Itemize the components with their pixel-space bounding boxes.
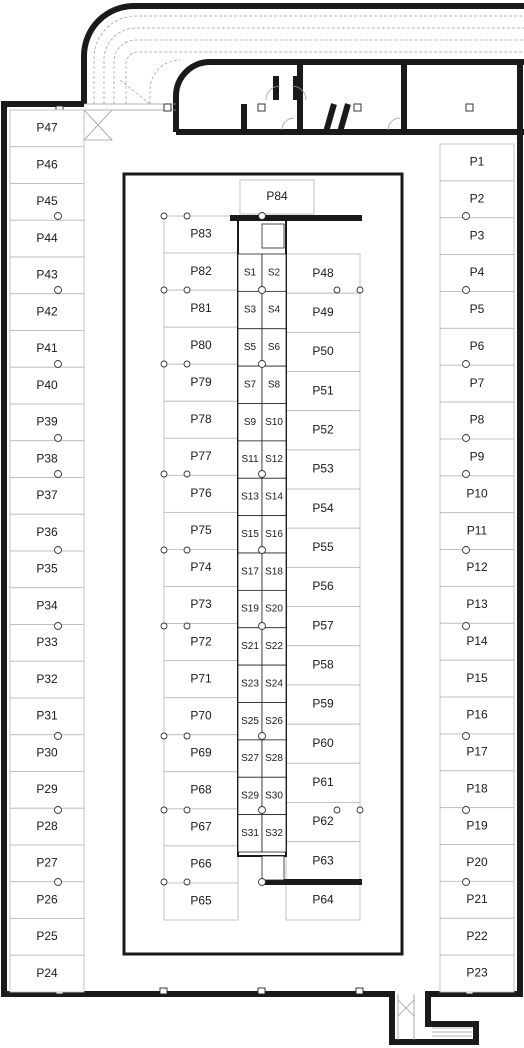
parking-space-p57 xyxy=(286,607,360,646)
post-marker xyxy=(259,547,266,554)
space-label: P1 xyxy=(469,154,485,169)
space-label: P50 xyxy=(312,344,334,359)
post-marker xyxy=(259,287,266,294)
storage-label: S25 xyxy=(241,715,259,727)
space-label: P52 xyxy=(312,422,334,437)
space-label: P35 xyxy=(36,561,58,576)
post-marker xyxy=(161,547,167,553)
post-marker xyxy=(259,807,266,814)
parking-space-p78 xyxy=(164,401,238,438)
parking-space-p13 xyxy=(440,586,514,623)
post-marker xyxy=(161,733,167,739)
space-label: P84 xyxy=(266,189,288,204)
post-marker xyxy=(463,471,470,478)
space-label: P48 xyxy=(312,265,334,280)
parking-space-p69 xyxy=(164,735,238,772)
parking-space-p72 xyxy=(164,624,238,661)
storage-label: S16 xyxy=(265,528,283,540)
space-label: P20 xyxy=(466,855,488,870)
space-label: P3 xyxy=(469,228,485,243)
parking-space-p40 xyxy=(10,367,84,404)
service-rooms xyxy=(164,62,524,132)
post-marker xyxy=(55,361,62,368)
post-marker xyxy=(463,361,470,368)
storage-unit-s9 xyxy=(238,404,262,441)
storage-unit-s31 xyxy=(238,815,262,852)
storage-unit-s6 xyxy=(262,329,286,366)
post-marker xyxy=(463,547,470,554)
parking-space-p1 xyxy=(440,144,514,181)
post-marker xyxy=(55,471,62,478)
space-label: P33 xyxy=(36,635,58,650)
parking-space-p12 xyxy=(440,550,514,587)
parking-space-p51 xyxy=(286,372,360,411)
space-label: P70 xyxy=(190,708,212,723)
parking-space-p56 xyxy=(286,567,360,606)
stair-core-top xyxy=(262,224,284,248)
post-marker xyxy=(463,623,470,630)
space-label: P31 xyxy=(36,708,58,723)
post-marker xyxy=(55,623,62,630)
parking-space-p10 xyxy=(440,476,514,513)
space-label: P58 xyxy=(312,657,334,672)
parking-space-p84 xyxy=(240,180,314,214)
storage-unit-s13 xyxy=(238,478,262,515)
space-label: P12 xyxy=(466,560,488,575)
space-label: P63 xyxy=(312,853,334,868)
storage-label: S15 xyxy=(241,528,259,540)
storage-label: S3 xyxy=(243,304,257,316)
storage-label: S18 xyxy=(265,566,283,578)
parking-space-p77 xyxy=(164,438,238,475)
storage-unit-s7 xyxy=(238,366,262,403)
space-label: P37 xyxy=(36,488,58,503)
parking-space-p6 xyxy=(440,328,514,365)
space-label: P54 xyxy=(312,500,334,515)
space-label: P22 xyxy=(466,928,488,943)
space-label: P11 xyxy=(466,523,488,538)
storage-unit-s3 xyxy=(238,291,262,328)
storage-label: S10 xyxy=(265,416,283,428)
storage-label: S14 xyxy=(265,491,283,503)
storage-unit-s32 xyxy=(262,815,286,852)
post-marker xyxy=(161,807,167,813)
parking-space-p5 xyxy=(440,291,514,328)
post-marker xyxy=(259,471,266,478)
space-label: P64 xyxy=(312,892,334,907)
post-marker xyxy=(357,807,363,813)
storage-unit-s4 xyxy=(262,291,286,328)
space-label: P69 xyxy=(190,745,212,760)
space-label: P18 xyxy=(466,781,488,796)
storage-unit-s21 xyxy=(238,628,262,665)
parking-space-p47 xyxy=(10,110,84,147)
parking-space-p55 xyxy=(286,528,360,567)
parking-space-p46 xyxy=(10,147,84,184)
post-marker xyxy=(259,733,266,740)
storage-unit-s10 xyxy=(262,404,286,441)
parking-space-p39 xyxy=(10,404,84,441)
post-marker xyxy=(463,807,470,814)
parking-space-p52 xyxy=(286,411,360,450)
parking-space-p35 xyxy=(10,551,84,588)
parking-space-p67 xyxy=(164,809,238,846)
post-marker xyxy=(161,471,167,477)
space-label: P79 xyxy=(190,374,212,389)
parking-space-p20 xyxy=(440,845,514,882)
parking-space-p43 xyxy=(10,257,84,294)
storage-unit-s24 xyxy=(262,665,286,702)
parking-space-p9 xyxy=(440,439,514,476)
post-marker xyxy=(55,879,62,886)
parking-space-p50 xyxy=(286,332,360,371)
post-marker xyxy=(184,471,190,477)
parking-space-p62 xyxy=(286,802,360,841)
storage-unit-s2 xyxy=(262,254,286,291)
space-label: P26 xyxy=(36,892,58,907)
space-label: P17 xyxy=(466,744,488,759)
space-label: P40 xyxy=(36,377,58,392)
post-marker xyxy=(161,287,167,293)
post-marker xyxy=(161,213,167,219)
post-marker xyxy=(463,879,470,886)
parking-space-p49 xyxy=(286,293,360,332)
post-marker xyxy=(184,879,190,885)
space-label: P82 xyxy=(190,263,212,278)
space-label: P72 xyxy=(190,634,212,649)
storage-label: S4 xyxy=(267,304,281,316)
space-label: P71 xyxy=(190,671,212,686)
post-marker xyxy=(55,435,62,442)
storage-label: S1 xyxy=(243,267,257,279)
parking-space-p61 xyxy=(286,763,360,802)
post-marker xyxy=(334,287,340,293)
parking-space-p7 xyxy=(440,365,514,402)
space-label: P77 xyxy=(190,449,212,464)
space-label: P30 xyxy=(36,745,58,760)
space-label: P32 xyxy=(36,671,58,686)
post-marker xyxy=(259,361,266,368)
parking-space-p24 xyxy=(10,955,84,992)
stair-core-bottom xyxy=(262,856,284,880)
storage-label: S26 xyxy=(265,715,283,727)
post-marker xyxy=(184,733,190,739)
storage-label: S30 xyxy=(265,790,283,802)
storage-unit-s26 xyxy=(262,703,286,740)
parking-space-p16 xyxy=(440,697,514,734)
parking-space-p75 xyxy=(164,512,238,549)
parking-space-p28 xyxy=(10,808,84,845)
space-label: P41 xyxy=(36,341,58,356)
storage-label: S27 xyxy=(241,753,259,765)
space-label: P55 xyxy=(312,539,334,554)
space-label: P6 xyxy=(469,338,485,353)
storage-label: S8 xyxy=(267,379,281,391)
parking-space-p14 xyxy=(440,623,514,660)
parking-space-p79 xyxy=(164,364,238,401)
space-label: P43 xyxy=(36,267,58,282)
space-label: P73 xyxy=(190,597,212,612)
parking-space-p80 xyxy=(164,327,238,364)
post-marker xyxy=(55,287,62,294)
post-marker xyxy=(463,435,470,442)
parking-space-p19 xyxy=(440,808,514,845)
left-parking-column xyxy=(10,110,84,992)
space-label: P81 xyxy=(190,300,212,315)
post-marker xyxy=(184,547,190,553)
storage-unit-s22 xyxy=(262,628,286,665)
space-label: P25 xyxy=(36,929,58,944)
parking-space-p37 xyxy=(10,478,84,515)
post-marker xyxy=(463,213,470,220)
space-label: P2 xyxy=(469,191,485,206)
space-label: P68 xyxy=(190,782,212,797)
space-label: P9 xyxy=(469,449,485,464)
space-label: P4 xyxy=(469,265,485,280)
storage-label: S32 xyxy=(265,827,283,839)
space-label: P23 xyxy=(466,965,488,980)
parking-space-p66 xyxy=(164,846,238,883)
space-label: P49 xyxy=(312,304,334,319)
space-label: P66 xyxy=(190,856,212,871)
parking-space-p38 xyxy=(10,441,84,478)
parking-space-p58 xyxy=(286,646,360,685)
storage-label: S13 xyxy=(241,491,259,503)
storage-unit-s16 xyxy=(262,516,286,553)
space-label: P24 xyxy=(36,965,58,980)
parking-space-p29 xyxy=(10,772,84,809)
post-marker xyxy=(161,623,167,629)
storage-unit-s14 xyxy=(262,478,286,515)
storage-unit-s19 xyxy=(238,590,262,627)
space-label: P76 xyxy=(190,486,212,501)
post-marker xyxy=(184,213,190,219)
storage-label: S24 xyxy=(265,678,283,690)
storage-unit-s28 xyxy=(262,740,286,777)
parking-space-p81 xyxy=(164,290,238,327)
space-label: P53 xyxy=(312,461,334,476)
space-label: P56 xyxy=(312,579,334,594)
space-label: P75 xyxy=(190,523,212,538)
space-label: P13 xyxy=(466,597,488,612)
storage-label: S31 xyxy=(241,827,259,839)
space-label: P78 xyxy=(190,411,212,426)
storage-label: S7 xyxy=(243,379,257,391)
post-marker xyxy=(55,213,62,220)
right-parking-column xyxy=(440,144,514,992)
storage-label: S17 xyxy=(241,566,259,578)
storage-label: S9 xyxy=(243,416,257,428)
space-label: P8 xyxy=(469,412,485,427)
parking-space-p59 xyxy=(286,685,360,724)
space-label: P67 xyxy=(190,819,212,834)
parking-space-p53 xyxy=(286,450,360,489)
storage-unit-s8 xyxy=(262,366,286,403)
post-marker xyxy=(55,547,62,554)
space-label: P61 xyxy=(312,775,334,790)
space-label: P10 xyxy=(466,486,488,501)
parking-space-p18 xyxy=(440,771,514,808)
space-label: P74 xyxy=(190,560,212,575)
storage-unit-s20 xyxy=(262,590,286,627)
storage-label: S11 xyxy=(241,454,259,466)
post-marker xyxy=(334,807,340,813)
post-marker xyxy=(463,733,470,740)
parking-space-p44 xyxy=(10,220,84,257)
parking-space-p32 xyxy=(10,661,84,698)
space-label: P83 xyxy=(190,226,212,241)
island-right-parking xyxy=(286,254,360,920)
parking-space-p42 xyxy=(10,294,84,331)
storage-unit-s27 xyxy=(238,740,262,777)
space-label: P51 xyxy=(312,383,334,398)
parking-space-p36 xyxy=(10,514,84,551)
storage-unit-s5 xyxy=(238,329,262,366)
parking-space-p3 xyxy=(440,218,514,255)
space-label: P47 xyxy=(36,120,58,135)
entry-ramp xyxy=(84,6,524,140)
parking-space-p73 xyxy=(164,587,238,624)
storage-label: S5 xyxy=(243,342,257,354)
post-marker xyxy=(184,623,190,629)
space-label: P34 xyxy=(36,598,58,613)
storage-unit-s15 xyxy=(238,516,262,553)
parking-space-p48 xyxy=(286,254,360,293)
post-marker xyxy=(259,213,266,220)
post-marker xyxy=(259,623,266,630)
storage-label: S19 xyxy=(241,603,259,615)
storage-label: S29 xyxy=(241,790,259,802)
space-label: P16 xyxy=(466,707,488,722)
space-label: P80 xyxy=(190,337,212,352)
storage-unit-s18 xyxy=(262,553,286,590)
post-marker xyxy=(259,879,266,886)
parking-space-p76 xyxy=(164,475,238,512)
space-label: P7 xyxy=(469,375,485,390)
parking-space-p68 xyxy=(164,772,238,809)
parking-space-p22 xyxy=(440,918,514,955)
parking-space-p82 xyxy=(164,253,238,290)
parking-space-p83 xyxy=(164,216,238,253)
parking-space-p2 xyxy=(440,181,514,218)
parking-space-p60 xyxy=(286,724,360,763)
parking-space-p64 xyxy=(286,881,360,920)
space-label: P46 xyxy=(36,157,58,172)
parking-space-p71 xyxy=(164,661,238,698)
parking-space-p70 xyxy=(164,698,238,735)
storage-label: S12 xyxy=(265,454,283,466)
parking-space-p33 xyxy=(10,625,84,662)
parking-space-p30 xyxy=(10,735,84,772)
space-label: P14 xyxy=(466,633,488,648)
space-label: P5 xyxy=(469,302,485,317)
space-label: P45 xyxy=(36,194,58,209)
storage-label: S23 xyxy=(241,678,259,690)
parking-space-p27 xyxy=(10,845,84,882)
storage-label: S22 xyxy=(265,641,283,653)
parking-space-p54 xyxy=(286,489,360,528)
space-label: P36 xyxy=(36,524,58,539)
post-marker xyxy=(184,287,190,293)
storage-unit-s1 xyxy=(238,254,262,291)
parking-space-p15 xyxy=(440,660,514,697)
storage-label: S20 xyxy=(265,603,283,615)
parking-space-p41 xyxy=(10,331,84,368)
space-label: P27 xyxy=(36,855,58,870)
post-marker xyxy=(184,807,190,813)
space-label: P42 xyxy=(36,304,58,319)
post-marker xyxy=(357,287,363,293)
parking-space-p65 xyxy=(164,883,238,920)
parking-space-p74 xyxy=(164,549,238,586)
storage-label: S28 xyxy=(265,753,283,765)
space-label: P59 xyxy=(312,696,334,711)
parking-space-p8 xyxy=(440,402,514,439)
parking-space-p17 xyxy=(440,734,514,771)
storage-label: S6 xyxy=(267,342,281,354)
post-marker xyxy=(161,361,167,367)
space-label: P28 xyxy=(36,818,58,833)
post-marker xyxy=(55,807,62,814)
space-label: P44 xyxy=(36,230,58,245)
storage-label: S21 xyxy=(241,641,259,653)
space-label: P19 xyxy=(466,818,488,833)
parking-space-p63 xyxy=(286,842,360,881)
parking-space-p25 xyxy=(10,919,84,956)
space-label: P29 xyxy=(36,782,58,797)
space-label: P62 xyxy=(312,814,334,829)
storage-label: S2 xyxy=(267,267,281,279)
space-label: P65 xyxy=(190,893,212,908)
parking-space-p23 xyxy=(440,955,514,992)
space-label: P57 xyxy=(312,618,334,633)
storage-unit-s23 xyxy=(238,665,262,702)
island-left-parking xyxy=(164,216,238,920)
parking-space-p11 xyxy=(440,513,514,550)
parking-space-p21 xyxy=(440,881,514,918)
space-label: P60 xyxy=(312,735,334,750)
space-label: P38 xyxy=(36,451,58,466)
parking-space-p26 xyxy=(10,882,84,919)
storage-unit-s17 xyxy=(238,553,262,590)
space-label: P21 xyxy=(466,891,488,906)
post-marker xyxy=(463,287,470,294)
parking-space-p4 xyxy=(440,255,514,292)
parking-space-p31 xyxy=(10,698,84,735)
island-top-parking xyxy=(240,180,314,214)
parking-space-p34 xyxy=(10,588,84,625)
space-label: P15 xyxy=(466,670,488,685)
post-marker xyxy=(55,733,62,740)
post-marker xyxy=(184,361,190,367)
storage-unit-s25 xyxy=(238,703,262,740)
parking-space-p45 xyxy=(10,184,84,221)
space-label: P39 xyxy=(36,414,58,429)
post-marker xyxy=(161,879,167,885)
